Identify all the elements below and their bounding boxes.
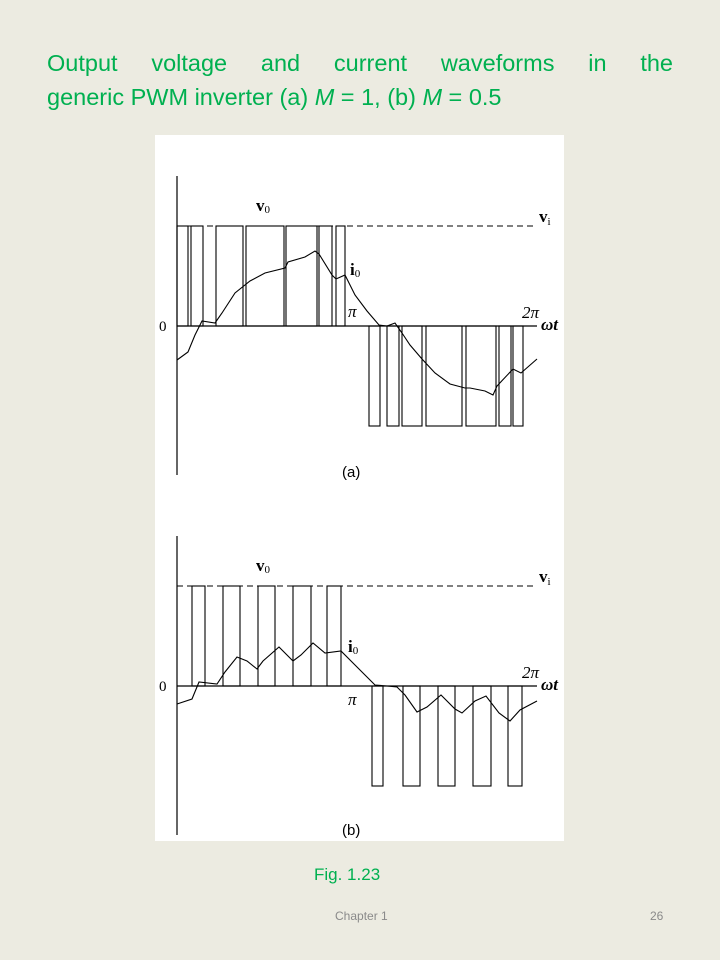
footer-chapter: Chapter 1: [335, 909, 388, 923]
panel-a-pulse: [369, 326, 380, 426]
title-m2-var: M: [422, 84, 443, 110]
waveform-figure: [155, 135, 564, 841]
panel-b-pulse: [192, 586, 205, 686]
panel-b-vo-main: v: [256, 556, 265, 575]
panel-b-pulse: [508, 686, 522, 786]
panel-a-vi-sub: i: [547, 216, 551, 228]
panel-a-pulse: [216, 226, 243, 326]
title-line-2: [47, 80, 673, 114]
page-number: 26: [650, 909, 664, 923]
panel-b-zero-label: 0: [159, 679, 167, 695]
panel-a-pulse: [286, 226, 317, 326]
panel-b-vo-label: [256, 556, 271, 576]
slide-title: [47, 46, 673, 114]
title-m1-var: M: [314, 84, 335, 110]
panel-b-wt-label: ωt: [541, 675, 559, 694]
panel-b-positive-pulses: [192, 586, 341, 686]
panel-a-positive-pulses: [177, 226, 345, 326]
title-m1-value: = 1, (b): [334, 84, 423, 110]
panel-b: [159, 536, 559, 839]
panel-b-pulse: [293, 586, 311, 686]
panel-b-2pi-label: 2π: [522, 663, 540, 682]
panel-a-pulse: [177, 226, 188, 326]
panel-b-vi-label: [539, 567, 551, 588]
panel-b-pulse: [327, 586, 341, 686]
panel-b-pulse: [258, 586, 275, 686]
waveform-diagram: [155, 135, 564, 841]
panel-a-sublabel: (a): [342, 464, 361, 481]
panel-a-pulse: [402, 326, 422, 426]
panel-b-pi-label: π: [348, 690, 357, 709]
title-line-2-prefix: generic PWM inverter (a): [47, 84, 315, 110]
panel-a-io-label: [350, 260, 361, 280]
title-m2-value: = 0.5: [442, 84, 502, 110]
panel-a-vi-main: v: [539, 207, 548, 226]
panel-a-pulse: [191, 226, 203, 326]
panel-b-vo-sub: 0: [264, 564, 270, 576]
panel-b-vi-sub: i: [547, 576, 551, 588]
panel-b-pulse: [403, 686, 420, 786]
panel-a-negative-pulses: [369, 326, 523, 426]
panel-b-io-sub: 0: [352, 645, 359, 657]
panel-a-pulse: [246, 226, 284, 326]
panel-a-vo-sub: 0: [264, 204, 270, 216]
panel-b-vi-main: v: [539, 567, 548, 586]
panel-a: [159, 176, 559, 481]
figure-caption: Fig. 1.23: [314, 865, 381, 884]
panel-a-vi-label: [539, 207, 551, 228]
panel-b-io-label: [348, 637, 359, 657]
panel-a-pulse: [319, 226, 332, 326]
panel-a-pulse: [466, 326, 496, 426]
panel-a-2pi-label: 2π: [522, 303, 540, 322]
title-line-1: Output voltage and current waveforms in the: [47, 50, 673, 76]
panel-a-wt-label: ωt: [541, 315, 559, 334]
panel-a-vo-label: [256, 196, 271, 216]
panel-a-pulse: [513, 326, 523, 426]
panel-a-pulse: [387, 326, 399, 426]
panel-b-io-main: i: [348, 637, 353, 656]
panel-a-io-main: i: [350, 260, 355, 279]
panel-a-pi-label: π: [348, 302, 357, 321]
panel-a-pulse: [499, 326, 511, 426]
panel-a-zero-label: 0: [159, 319, 167, 335]
panel-a-io-sub: 0: [354, 268, 361, 280]
panel-b-pulse: [372, 686, 383, 786]
panel-a-pulse: [426, 326, 462, 426]
panel-b-sublabel: (b): [342, 822, 361, 839]
panel-a-vo-main: v: [256, 196, 265, 215]
